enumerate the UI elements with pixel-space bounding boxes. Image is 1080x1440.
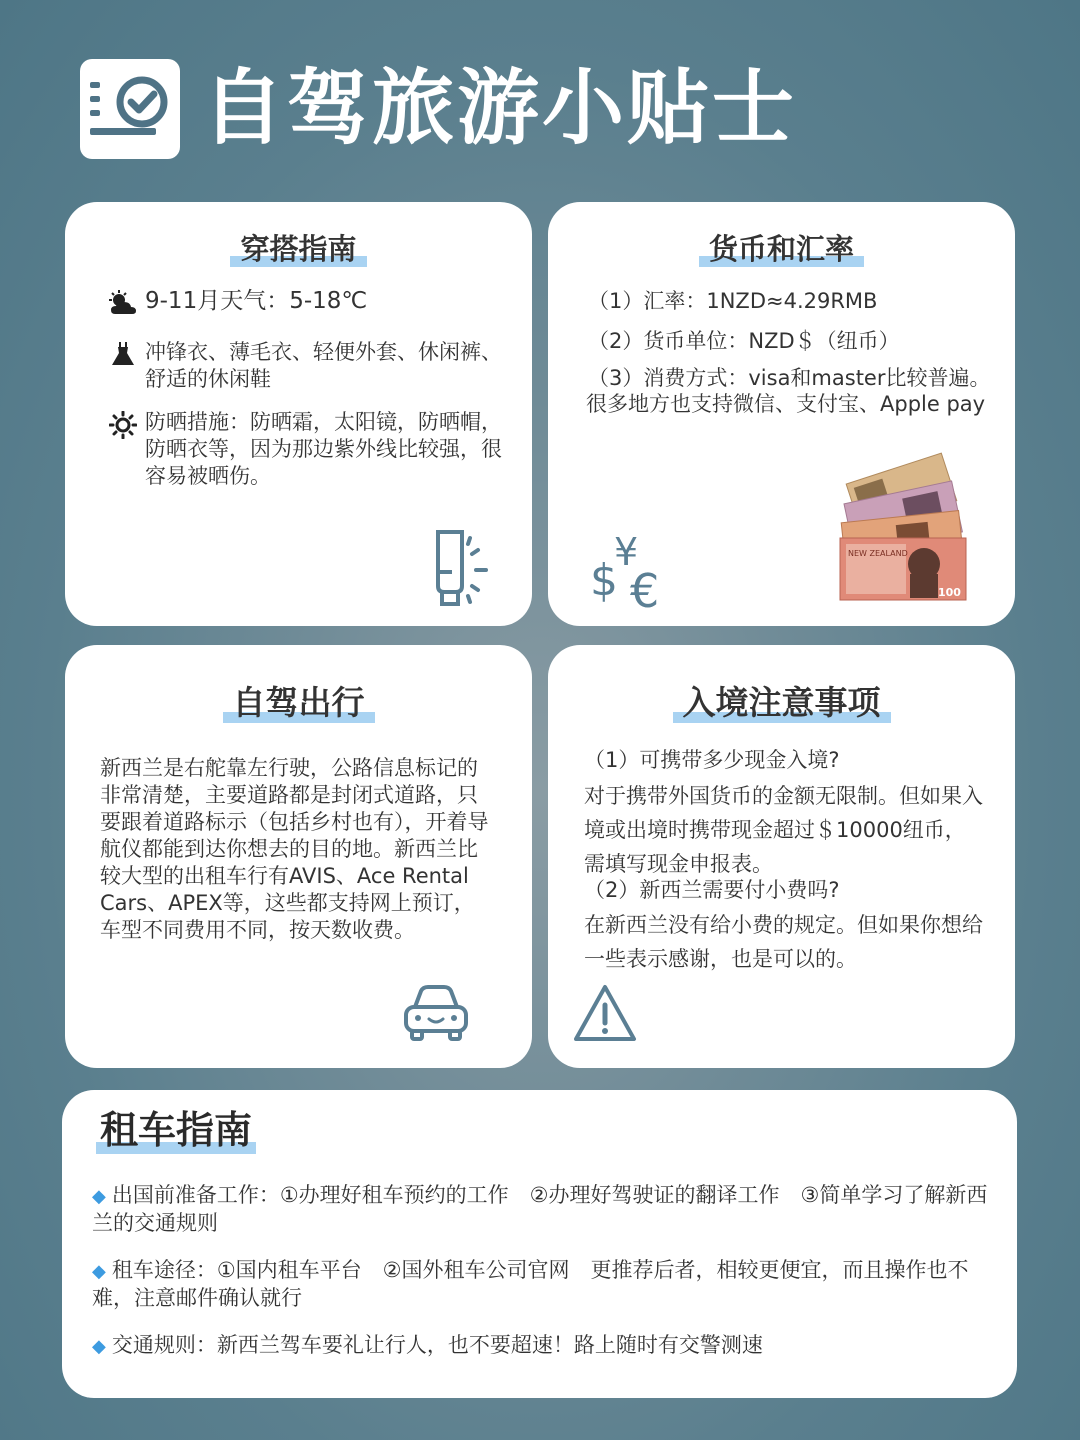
entry-question-1: （1）可携带多少现金入境? xyxy=(584,748,840,772)
dress-guide-title: 穿搭指南 xyxy=(230,232,366,267)
weather-text: 9-11月天气：5-18℃ xyxy=(145,288,368,314)
payment-text: （3）消费方式：visa和master比较普遍。 xyxy=(588,366,991,390)
exchange-rate-text: （1）汇率：1NZD≈4.29RMB xyxy=(588,289,878,313)
dress-guide-card xyxy=(65,202,532,626)
banknote-value-label: 100 xyxy=(938,586,961,599)
page-title: 自驾旅游小贴士 xyxy=(202,61,798,156)
rental-guide-title: 租车指南 xyxy=(96,1108,256,1154)
bullet-diamond-icon: ◆ xyxy=(92,1186,106,1207)
bullet-diamond-icon: ◆ xyxy=(92,1261,106,1282)
rental-item-prep-text: 出国前准备工作：①办理好租车预约的工作 ②办理好驾驶证的翻译工作 ③简单学习了解新西兰的交通规则 xyxy=(92,1183,988,1235)
banknote-country-label: NEW ZEALAND xyxy=(848,549,908,558)
warning-icon xyxy=(572,983,638,1047)
entry-answer-1: 对于携带外国货币的金额无限制。但如果入境或出境时携带现金超过＄10000纽币，需填写现金申报表。 xyxy=(584,784,983,876)
sunscreen-icon xyxy=(430,530,500,614)
partly-cloudy-icon xyxy=(107,288,139,316)
currency-card xyxy=(548,202,1015,626)
bullet-diamond-icon: ◆ xyxy=(92,1336,106,1357)
currency-title: 货币和汇率 xyxy=(699,232,864,267)
currency-symbols-icon xyxy=(590,527,680,616)
entry-card xyxy=(548,645,1015,1068)
self-drive-title: 自驾出行 xyxy=(223,683,375,723)
currency-unit-text: （2）货币单位：NZD＄（纽币） xyxy=(588,329,900,353)
car-icon xyxy=(403,985,469,1045)
page-header xyxy=(80,58,797,160)
svg-text:$: $ xyxy=(590,555,618,606)
sunscreen-text: 防晒措施：防晒霜，太阳镜，防晒帽，防晒衣等，因为那边紫外线比较强，很容易被晒伤。 xyxy=(145,410,502,488)
payment-text-2: 很多地方也支持微信、支付宝、Apple pay xyxy=(586,392,986,416)
rental-item-rules xyxy=(92,1332,992,1360)
rental-item-channels-text: 租车途径：①国内租车平台 ②国外租车公司官网 更推荐后者，相较更便宜，而且操作也不难，注意邮件确认就行 xyxy=(92,1258,969,1310)
sun-icon xyxy=(107,409,139,490)
dress-icon xyxy=(107,339,139,393)
clothes-text: 冲锋衣、薄毛衣、轻便外套、休闲裤、舒适的休闲鞋 xyxy=(145,340,502,391)
rental-item-channels xyxy=(92,1257,992,1312)
self-drive-body: 新西兰是右舵靠左行驶，公路信息标记的非常清楚，主要道路都是封闭式道路，只要跟着道路标示（包括乡村也有），开着导航仪都能到达你想去的目的地。新西兰比较大型的出租车行有AVIS、Ace Rental Cars、APEX等，这些都支持网上预订，车型不同费用不同，按天数收费。 xyxy=(100,756,489,942)
entry-answer-2: 在新西兰没有给小费的规定。但如果你想给一些表示感谢，也是可以的。 xyxy=(584,913,983,971)
nz-banknotes-image xyxy=(838,446,973,610)
entry-question-2: （2）新西兰需要付小费吗? xyxy=(584,878,840,902)
svg-text:¥: ¥ xyxy=(614,530,639,574)
entry-title: 入境注意事项 xyxy=(673,683,891,723)
self-drive-card xyxy=(65,645,532,1068)
checklist-icon xyxy=(80,59,180,159)
svg-text:€: € xyxy=(630,564,660,612)
rental-item-rules-text: 交通规则：新西兰驾车要礼让行人，也不要超速！路上随时有交警测速 xyxy=(111,1333,763,1357)
rental-item-prep xyxy=(92,1182,992,1237)
